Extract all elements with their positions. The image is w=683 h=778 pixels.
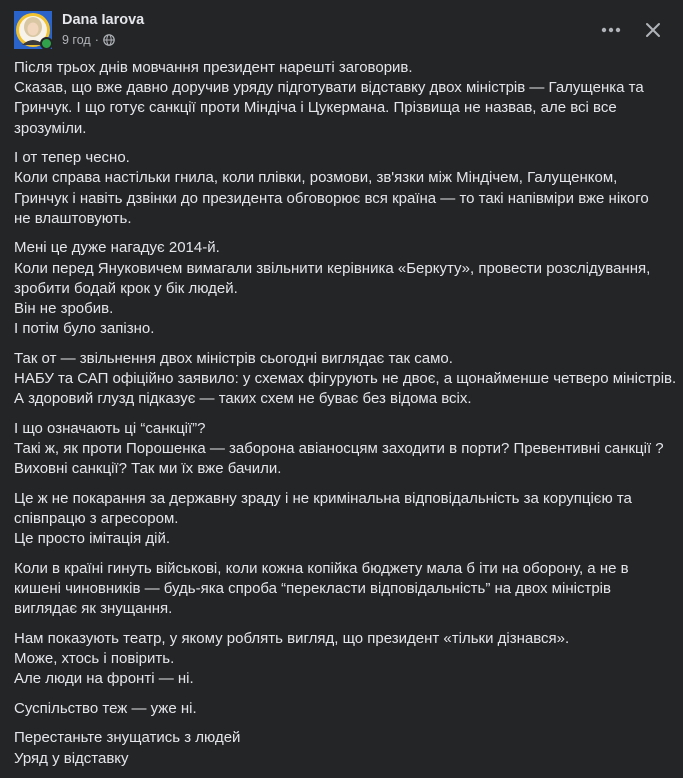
more-options-button[interactable] [595,14,627,46]
post-text-line: Після трьох днів мовчання президент нарешті заговорив. [14,59,413,76]
meta-separator: · [94,33,99,47]
post-paragraph [14,349,677,410]
post-text-line: Суспільство теж — уже ні. [14,699,197,717]
post-text-line: Уряд у відставку [14,749,129,767]
post-text-line: виглядає як знущання. [14,600,173,618]
post-text-line: Коли справа настільки гнила, коли плівки, розмови, зв'язки між Міндічем, Галущенком, [14,169,618,187]
post-text-line: А здоровий глузд підказує — таких схем не буває без відома всіх. [14,390,472,408]
avatar[interactable] [14,11,52,49]
post-text-line: НАБУ та САП офіційно заявило: у схемах фігурують не двоє, а щонайменше четверо міністрів. [14,370,677,388]
close-button[interactable] [637,14,669,46]
post-text-line: Мені це дуже нагадує 2014-й. [14,239,220,257]
post-text-line: Може, хтось і повірить. [14,650,175,668]
post-paragraph [14,629,674,690]
post-text-line: Нам показують театр, у якому роблять вигляд, що президент «тільки дізнався». [14,629,570,647]
post-header [14,8,669,52]
post-text-line: І от тепер чесно. [14,149,130,167]
post-text-line: І що означають ці “санкції”? [14,419,206,437]
post-time[interactable]: 9 год [62,33,91,47]
post-text-line: І потім було запізно. [14,320,155,338]
post-text-line: не влаштовують. [14,209,132,227]
post-text-line: зробити бодай крок у бік людей. [14,279,238,297]
post-paragraph [14,58,674,139]
post-paragraph [14,148,674,229]
post-paragraph [14,419,674,480]
post-text-line: зрозуміли. [14,119,87,137]
post-text-line: Сказав, що вже давно доручив уряду підготувати відставку двох міністрів — Галущенка та [14,79,644,97]
post-text-line: Він не зробив. [14,300,114,318]
post-text-line: Але люди на фронті — ні. [14,670,194,688]
post-paragraph [14,559,674,620]
post-text-line: Коли перед Януковичем вимагали звільнити керівника «Беркуту», провести розслідування, [14,259,651,277]
post-text-line: Гринчук і навіть дзвінки до президента обговорює вся країна — то такі напівміри вже нікого [14,189,649,207]
post-paragraph [14,699,674,719]
post-text-line: Це ж не покарання за державну зраду і не кримінальна відповідальність за корупцією та [14,489,632,507]
post-text-line: Перестаньте знущатись з людей [14,729,241,747]
post-paragraph [14,728,674,768]
post-text-line: Гринчук. І що готує санкції проти Міндіча і Цукермана. Прізвища не назвав, але всі все [14,99,617,117]
post-text-line: Так от — звільнення двох міністрів сьогодні виглядає так само. [14,349,453,367]
author-name[interactable]: Dana Iarova [62,12,145,28]
post-text [14,58,677,778]
post-paragraph [14,238,674,339]
close-icon [645,22,661,38]
post-text-line: Коли в країні гинуть військові, коли кожна копійка бюджету мала б іти на оборону, а не в [14,559,629,577]
post-text-line: Такі ж, як проти Порошенка — заборона авіаносцям заходити в порти? Превентивні санкції ? [14,440,664,458]
post-text-line: Виховні санкції? Так ми їх вже бачили. [14,460,282,478]
post-text-line: Це просто імітація дій. [14,530,170,548]
online-status-dot [40,37,53,50]
post-text-line: співпрацю з агресором. [14,510,179,528]
post-meta [62,33,115,47]
globe-icon[interactable] [103,34,115,46]
post-paragraph [14,489,674,550]
post-text-line: кишені чиновників — будь-яка спроба “перекласти відповідальність” на двох міністрів [14,580,611,598]
more-horizontal-icon [601,27,621,33]
